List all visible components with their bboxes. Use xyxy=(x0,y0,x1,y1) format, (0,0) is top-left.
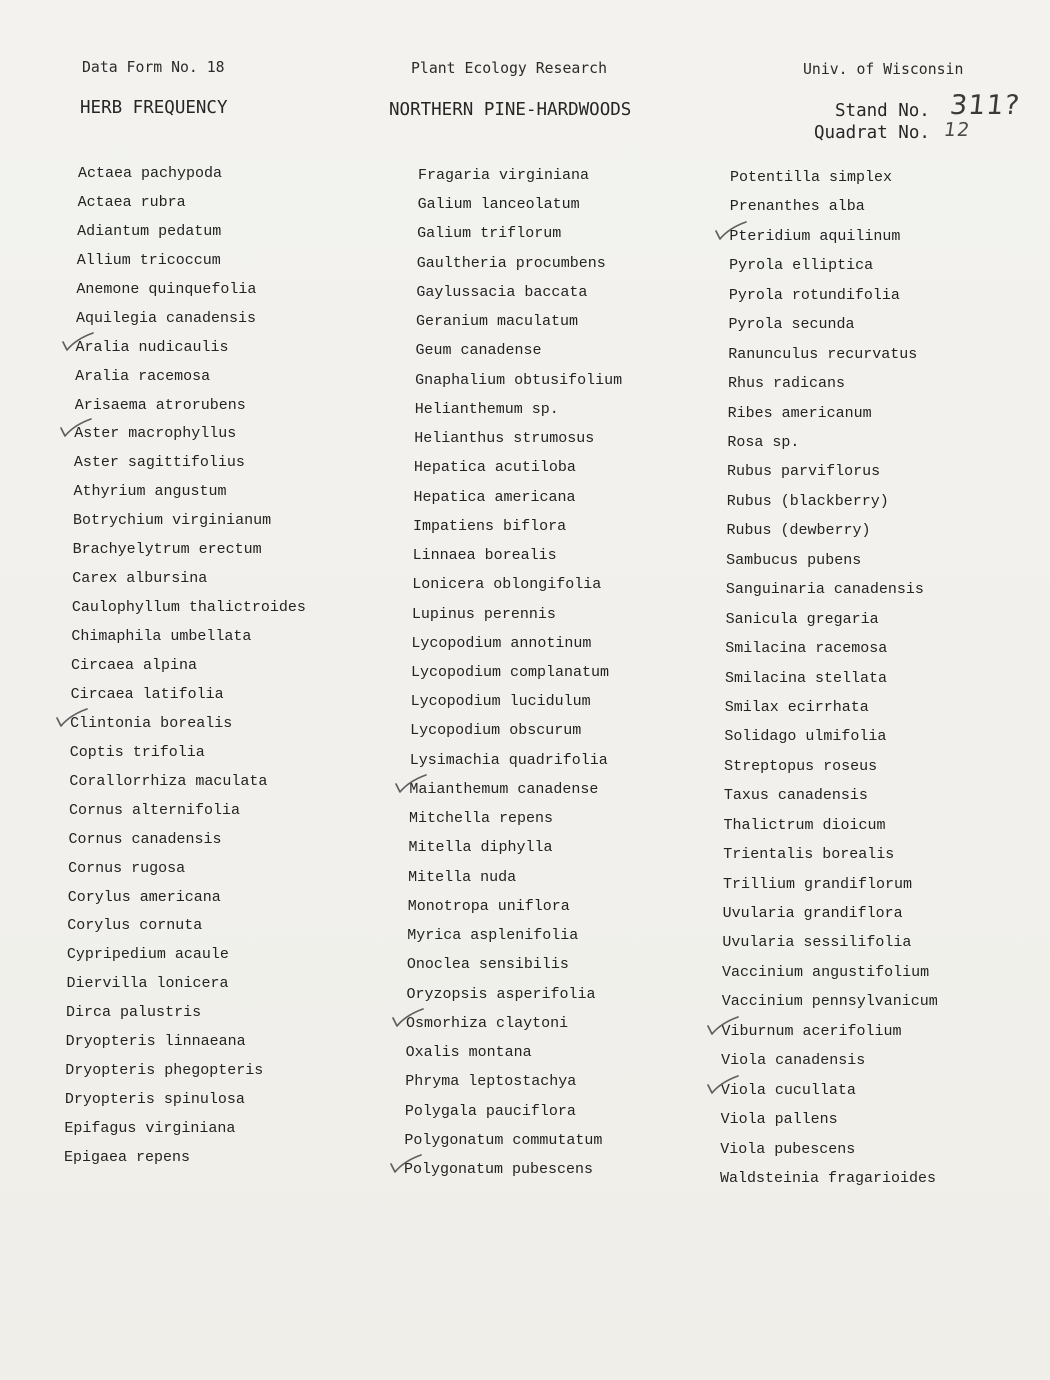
species-name: Sanicula gregaria xyxy=(725,610,879,628)
species-name: Coptis trifolia xyxy=(69,743,205,761)
species-item xyxy=(727,433,799,453)
species-name: Smilacina stellata xyxy=(725,669,888,687)
project-name: Plant Ecology Research xyxy=(411,60,607,77)
species-item xyxy=(722,933,911,953)
species-name: Cornus alternifolia xyxy=(68,801,240,819)
species-name: Myrica asplenifolia xyxy=(407,927,579,945)
form-number: Data Form No. 18 xyxy=(82,59,225,76)
species-name: Vaccinium pennsylvanicum xyxy=(721,993,938,1011)
species-name: Sanguinaria canadensis xyxy=(725,581,924,599)
species-item xyxy=(730,197,865,217)
species-name: Prenanthes alba xyxy=(729,198,865,216)
species-name: Clintonia borealis xyxy=(70,714,233,732)
species-item xyxy=(722,963,929,983)
species-name: Gaultheria procumbens xyxy=(416,254,606,272)
species-name: Rubus (blackberry) xyxy=(726,492,889,510)
species-name: Rubus (dewberry) xyxy=(726,522,871,540)
species-name: Aster sagittifolius xyxy=(73,454,245,472)
species-item xyxy=(728,404,872,424)
species-item xyxy=(726,521,870,541)
species-name: Botrychium virginianum xyxy=(73,512,272,530)
species-name: Actaea pachypoda xyxy=(78,165,223,182)
species-item xyxy=(720,1140,855,1160)
species-item xyxy=(720,1169,936,1189)
species-name: Lycopodium complanatum xyxy=(411,664,610,681)
species-item xyxy=(729,315,855,335)
species-name: Circaea alpina xyxy=(71,657,198,674)
species-name: Ranunculus recurvatus xyxy=(728,345,918,363)
species-name: Geranium maculatum xyxy=(415,313,578,331)
species-item xyxy=(729,286,900,306)
species-item xyxy=(725,669,887,689)
species-name: Viola canadensis xyxy=(721,1052,866,1070)
species-item xyxy=(721,1081,856,1101)
species-name: Phryma leptostachya xyxy=(405,1073,577,1091)
species-name: Vaccinium angustifolium xyxy=(722,963,930,981)
species-name: Streptopus roseus xyxy=(724,757,878,775)
species-name: Rhus radicans xyxy=(727,375,845,393)
species-item xyxy=(723,875,912,895)
institution-name: Univ. of Wisconsin xyxy=(803,61,964,78)
species-name: Pyrola elliptica xyxy=(729,257,874,275)
species-name: Pyrola secunda xyxy=(728,316,855,334)
species-item xyxy=(724,727,886,747)
species-item xyxy=(729,227,900,247)
species-name: Mitella diphylla xyxy=(408,839,553,857)
species-name: Maianthemum canadense xyxy=(409,780,599,798)
species-item xyxy=(721,1110,838,1130)
species-name: Cornus rugosa xyxy=(68,859,186,877)
species-name: Lupinus perennis xyxy=(411,605,556,623)
species-item xyxy=(728,374,845,394)
species-name: Viola pallens xyxy=(720,1111,838,1129)
species-item xyxy=(722,992,938,1012)
species-name: Smilacina racemosa xyxy=(725,640,888,658)
species-name: Adiantum pedatum xyxy=(77,222,222,240)
species-name: Viola cucullata xyxy=(720,1081,856,1099)
species-name: Pyrola rotundifolia xyxy=(728,286,900,304)
species-name: Dirca palustris xyxy=(66,1004,202,1022)
stand-number-value: 311? xyxy=(948,90,1022,121)
species-name: Taxus canadensis xyxy=(723,787,868,805)
species-item xyxy=(724,816,886,836)
species-name: Epifagus virginiana xyxy=(64,1120,236,1138)
species-name: Galium lanceolatum xyxy=(417,196,580,214)
species-name: Waldsteinia fragarioides xyxy=(720,1170,937,1187)
species-name: Aquilegia canadensis xyxy=(75,309,256,327)
species-item xyxy=(728,345,917,365)
species-item xyxy=(726,551,861,571)
species-name: Rubus parviflorus xyxy=(727,463,881,481)
species-item xyxy=(723,904,903,924)
species-name: Uvularia grandiflora xyxy=(722,905,903,923)
species-name: Corylus americana xyxy=(67,888,221,906)
species-item xyxy=(723,845,894,865)
species-name: Pteridium aquilinum xyxy=(729,227,901,245)
species-name: Smilax ecirrhata xyxy=(724,698,869,716)
species-name: Caulophyllum thalictroides xyxy=(71,599,306,617)
species-name: Circaea latifolia xyxy=(70,685,224,703)
form-title: HERB FREQUENCY xyxy=(80,98,228,118)
species-name: Rosa sp. xyxy=(727,433,800,451)
species-name: Chimaphila umbellata xyxy=(71,628,252,646)
species-name: Epigaea repens xyxy=(64,1149,191,1166)
species-name: Lysimachia quadrifolia xyxy=(409,751,608,769)
species-name: Anemone quinquefolia xyxy=(76,280,257,298)
species-name: Lycopodium lucidulum xyxy=(410,693,591,711)
species-name: Polygonatum commutatum xyxy=(404,1131,603,1149)
species-name: Corallorrhiza maculata xyxy=(69,772,268,790)
species-name: Athyrium angustum xyxy=(73,483,227,501)
species-name: Hepatica americana xyxy=(413,488,576,506)
species-name: Galium triflorum xyxy=(417,225,562,243)
species-item xyxy=(725,698,869,718)
species-name: Actaea rubra xyxy=(77,193,186,211)
species-item xyxy=(726,610,879,630)
species-item xyxy=(726,580,924,600)
species-name: Gnaphalium obtusifolium xyxy=(415,371,623,389)
species-name: Oxalis montana xyxy=(405,1044,532,1062)
species-name: Corylus cornuta xyxy=(67,917,203,935)
species-name: Geum canadense xyxy=(415,342,542,360)
species-name: Fragaria virginiana xyxy=(418,167,590,184)
species-name: Cypripedium acaule xyxy=(66,946,229,964)
species-item xyxy=(725,639,887,659)
species-name: Mitchella repens xyxy=(408,810,553,828)
species-name: Impatiens biflora xyxy=(413,517,567,535)
species-name: Onoclea sensibilis xyxy=(406,956,569,974)
species-name: Viburnum acerifolium xyxy=(721,1022,902,1040)
species-name: Monotropa uniflora xyxy=(407,897,570,915)
species-name: Thalictrum dioicum xyxy=(723,816,886,834)
species-name: Diervilla lonicera xyxy=(66,975,229,993)
species-item xyxy=(724,757,877,777)
species-name: Trientalis borealis xyxy=(723,846,895,864)
species-name: Helianthemum sp. xyxy=(414,400,559,418)
quadrat-number-label: Quadrat No. xyxy=(814,123,930,143)
species-name: Trillium grandiflorum xyxy=(722,875,912,893)
species-name: Polygonatum pubescens xyxy=(404,1161,594,1178)
species-name: Oryzopsis asperifolia xyxy=(406,985,596,1003)
species-name: Dryopteris linnaeana xyxy=(65,1033,246,1051)
species-name: Cornus canadensis xyxy=(68,830,222,848)
species-name: Gaylussacia baccata xyxy=(416,283,588,301)
species-name: Osmorhiza claytoni xyxy=(406,1014,569,1032)
species-name: Hepatica acutiloba xyxy=(413,459,576,477)
species-name: Uvularia sessilifolia xyxy=(722,934,912,952)
species-name: Dryopteris spinulosa xyxy=(64,1091,245,1109)
species-item xyxy=(721,1051,865,1071)
species-name: Allium tricoccum xyxy=(76,251,221,269)
species-name: Lonicera oblongifolia xyxy=(412,576,602,594)
community-title: NORTHERN PINE-HARDWOODS xyxy=(389,100,632,120)
species-name: Aralia racemosa xyxy=(75,367,211,385)
species-item xyxy=(721,1022,901,1042)
species-name: Potentilla simplex xyxy=(730,169,893,186)
stand-number-label: Stand No. xyxy=(835,101,930,121)
species-item xyxy=(727,462,880,482)
species-name: Lycopodium annotinum xyxy=(411,634,592,652)
species-name: Dryopteris phegopteris xyxy=(65,1062,264,1080)
species-name: Linnaea borealis xyxy=(412,547,557,565)
species-name: Sambucus pubens xyxy=(726,551,862,569)
species-item xyxy=(730,168,892,188)
species-name: Arisaema atrorubens xyxy=(74,396,246,414)
species-name: Lycopodium obscurum xyxy=(410,722,582,740)
species-name: Aster macrophyllus xyxy=(74,425,237,443)
species-item xyxy=(724,786,868,806)
species-name: Brachyelytrum erectum xyxy=(72,541,262,559)
species-name: Carex albursina xyxy=(72,570,208,588)
species-name: Mitella nuda xyxy=(408,868,517,886)
species-item xyxy=(729,256,873,276)
species-item xyxy=(727,492,889,512)
species-name: Solidago ulmifolia xyxy=(724,728,887,746)
species-name: Viola pubescens xyxy=(720,1140,856,1158)
species-name: Ribes americanum xyxy=(727,404,872,422)
species-name: Polygala pauciflora xyxy=(404,1102,576,1120)
quadrat-number-value: 12 xyxy=(942,119,972,141)
species-name: Aralia nudicaulis xyxy=(75,338,229,356)
species-name: Helianthus strumosus xyxy=(414,430,595,448)
